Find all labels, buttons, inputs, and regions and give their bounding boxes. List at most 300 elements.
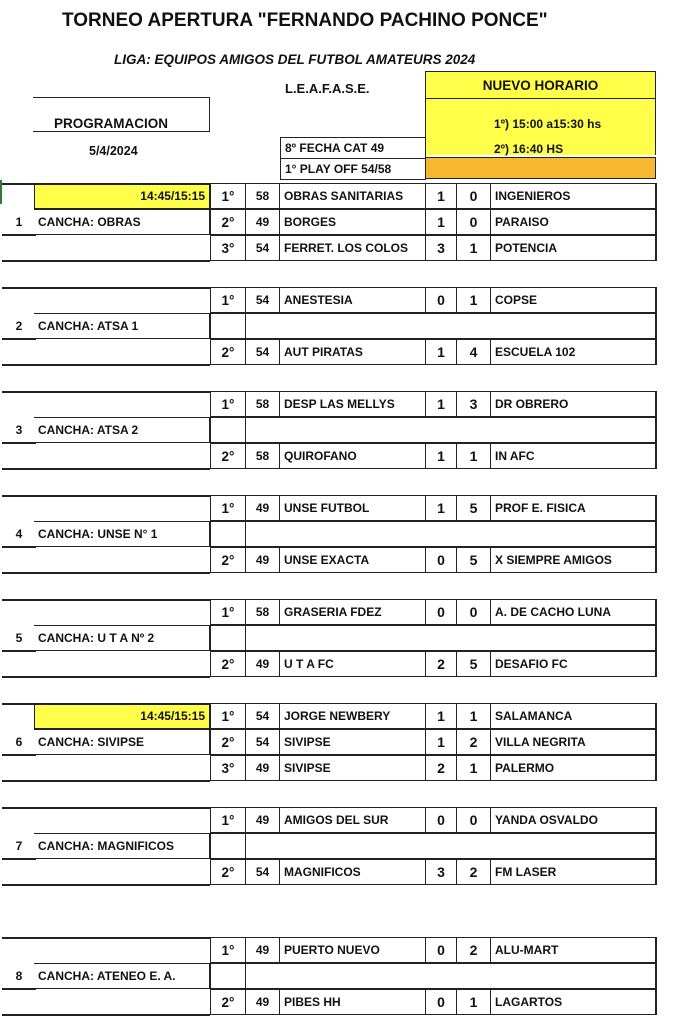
match-category-text: 58: [255, 189, 270, 203]
away-score: [456, 807, 491, 833]
cancha-label: [34, 963, 210, 989]
block-bottom-line: [2, 364, 210, 366]
match-category-text: 49: [255, 943, 270, 957]
match-category-text: 54: [255, 709, 270, 723]
away-score-text: 3: [469, 396, 478, 412]
fecha-cat-label: [280, 137, 426, 159]
home-team: [279, 599, 426, 625]
match-order: [210, 495, 246, 521]
away-team: [490, 391, 656, 417]
home-score: [425, 703, 457, 729]
home-score-text: 0: [437, 552, 445, 568]
empty-ord-cell: [210, 313, 246, 339]
match-order: [210, 859, 246, 885]
away-score-text: 1: [469, 708, 478, 724]
home-team-text: QUIROFANO: [284, 449, 357, 463]
match-category-text: 49: [255, 215, 270, 229]
home-team: [279, 937, 426, 963]
cancha-number-text: 7: [15, 839, 23, 853]
match-order: [210, 391, 246, 417]
match-category: [245, 547, 280, 573]
away-score: [456, 235, 491, 261]
match-order: [210, 807, 246, 833]
cancha-number: [2, 521, 36, 547]
home-score-text: 2: [437, 760, 445, 776]
away-team-text: PROF E. FISICA: [495, 501, 586, 515]
block-top-line: [2, 703, 210, 705]
cancha-underline: [2, 442, 36, 444]
away-score-text: 0: [469, 604, 478, 620]
block-bottom-line: [2, 468, 210, 470]
away-team: [490, 599, 656, 625]
cancha-label-text: CANCHA: ATSA 1: [38, 319, 139, 333]
away-score-text: 2: [469, 942, 478, 958]
away-score-text: 2: [469, 734, 478, 750]
match-category: [245, 495, 280, 521]
home-team: [279, 209, 426, 235]
cancha-number-text: 8: [15, 969, 23, 983]
home-team: [279, 703, 426, 729]
cancha-label: [34, 313, 210, 339]
match-order-text: 2°: [221, 734, 235, 750]
home-score: [425, 807, 457, 833]
away-score-text: 5: [469, 552, 478, 568]
cancha-number: [2, 963, 36, 989]
programacion-label: PROGRAMACION: [54, 116, 168, 131]
home-score-text: 1: [437, 448, 445, 464]
away-team: [490, 183, 656, 209]
programacion-box: [33, 97, 210, 132]
playoff-text: 1° PLAY OFF 54/58: [285, 162, 392, 176]
home-team-text: SIVIPSE: [284, 761, 331, 775]
cancha-label: [34, 209, 210, 235]
cancha-number: [2, 209, 36, 235]
cancha-number: [2, 417, 36, 443]
match-order: [210, 339, 246, 365]
match-category-text: 54: [255, 735, 270, 749]
away-team-text: ESCUELA 102: [495, 345, 576, 359]
home-team-text: PIBES HH: [284, 995, 341, 1009]
away-team-text: PALERMO: [495, 761, 555, 775]
date-label: 5/4/2024: [89, 144, 138, 158]
away-team-text: INGENIEROS: [495, 189, 571, 203]
match-order: [210, 209, 246, 235]
cancha-label-text: CANCHA: ATENEO E. A.: [38, 969, 176, 983]
home-team-text: UNSE EXACTA: [284, 553, 370, 567]
match-order-text: 1°: [221, 708, 235, 724]
match-order-text: 2°: [221, 214, 235, 230]
match-category: [245, 599, 280, 625]
home-team-text: GRASERIA FDEZ: [284, 605, 382, 619]
match-category-text: 58: [255, 449, 270, 463]
match-order: [210, 703, 246, 729]
playoff-label: [280, 158, 426, 180]
cancha-number: [2, 625, 36, 651]
empty-ord-cell: [210, 625, 246, 651]
away-team-text: DESAFIO FC: [495, 657, 568, 671]
block-top-line: [2, 183, 210, 185]
empty-row: [246, 417, 656, 443]
match-category-text: 49: [255, 657, 270, 671]
time-slot-text: 14:45/15:15: [140, 189, 205, 203]
home-score: [425, 443, 457, 469]
home-team-text: MAGNIFICOS: [284, 865, 361, 879]
home-team: [279, 651, 426, 677]
home-team-text: DESP LAS MELLYS: [284, 397, 395, 411]
match-order: [210, 287, 246, 313]
home-score-text: 0: [437, 604, 445, 620]
cancha-label: [34, 417, 210, 443]
cancha-underline: [2, 234, 36, 236]
home-score-text: 1: [437, 344, 445, 360]
match-order: [210, 183, 246, 209]
match-category: [245, 443, 280, 469]
away-team-text: YANDA OSVALDO: [495, 813, 598, 827]
match-category: [245, 339, 280, 365]
match-order-text: 2°: [221, 656, 235, 672]
away-score: [456, 859, 491, 885]
home-score-text: 0: [437, 942, 445, 958]
empty-ord-cell: [210, 521, 246, 547]
away-score-text: 1: [469, 994, 478, 1010]
cancha-number-text: 6: [15, 735, 23, 749]
away-team-text: COPSE: [495, 293, 538, 307]
home-team-text: OBRAS SANITARIAS: [284, 189, 404, 203]
away-score-text: 1: [469, 760, 478, 776]
cancha-label-text: CANCHA: U T A Nº 2: [38, 631, 155, 645]
empty-ord-cell: [210, 963, 246, 989]
away-score: [456, 729, 491, 755]
match-order: [210, 989, 246, 1015]
match-category: [245, 235, 280, 261]
match-category-text: 49: [255, 761, 270, 775]
cancha-number-text: 5: [15, 631, 23, 645]
away-score: [456, 599, 491, 625]
away-score-text: 2: [469, 864, 478, 880]
match-category-text: 54: [255, 293, 270, 307]
away-team-text: VILLA NEGRITA: [495, 735, 586, 749]
block-bottom-line: [2, 780, 210, 782]
home-score-text: 3: [437, 240, 445, 256]
away-score-text: 0: [469, 214, 478, 230]
horario-1: 1º) 15:00 a15:30 hs: [494, 117, 602, 131]
home-score-text: 2: [437, 656, 445, 672]
match-order: [210, 755, 246, 781]
home-team: [279, 859, 426, 885]
away-score: [456, 547, 491, 573]
home-score: [425, 729, 457, 755]
away-team-text: FM LASER: [495, 865, 557, 879]
home-team-text: SIVIPSE: [284, 735, 331, 749]
away-team-text: SALAMANCA: [495, 709, 573, 723]
match-order-text: 2°: [221, 448, 235, 464]
match-category: [245, 209, 280, 235]
away-score: [456, 287, 491, 313]
home-team-text: AUT PIRATAS: [284, 345, 363, 359]
home-team: [279, 755, 426, 781]
home-team: [279, 339, 426, 365]
block-bottom-line: [2, 676, 210, 678]
home-team: [279, 443, 426, 469]
home-score: [425, 209, 457, 235]
away-score: [456, 495, 491, 521]
away-team-text: DR OBRERO: [495, 397, 569, 411]
cancha-label: [34, 833, 210, 859]
block-right-line: [655, 495, 657, 573]
cancha-number-text: 3: [15, 423, 23, 437]
cancha-number-text: 2: [15, 319, 23, 333]
home-team: [279, 287, 426, 313]
cancha-underline: [2, 754, 36, 756]
away-score-text: 5: [469, 500, 478, 516]
match-order-text: 2°: [221, 994, 235, 1010]
match-order-text: 1°: [221, 500, 235, 516]
cancha-number: [2, 313, 36, 339]
block-top-line: [2, 495, 210, 497]
match-order: [210, 937, 246, 963]
home-team: [279, 807, 426, 833]
away-team: [490, 937, 656, 963]
away-score-text: 0: [469, 188, 478, 204]
home-team-text: FERRET. LOS COLOS: [284, 241, 409, 255]
match-order-text: 1°: [221, 604, 235, 620]
away-team: [490, 235, 656, 261]
away-team: [490, 443, 656, 469]
away-team: [490, 729, 656, 755]
league-subtitle: LIGA: EQUIPOS AMIGOS DEL FUTBOL AMATEURS 2024: [114, 52, 476, 67]
away-team-text: LAGARTOS: [495, 995, 563, 1009]
home-score: [425, 989, 457, 1015]
home-score: [425, 183, 457, 209]
away-score-text: 1: [469, 448, 478, 464]
home-team: [279, 183, 426, 209]
cancha-underline: [2, 858, 36, 860]
home-team-text: ANESTESIA: [284, 293, 353, 307]
cancha-label-text: CANCHA: MAGNIFICOS: [38, 839, 174, 853]
away-team-text: A. DE CACHO LUNA: [495, 605, 611, 619]
home-team-text: PUERTO NUEVO: [284, 943, 380, 957]
home-team-text: U T A FC: [284, 657, 334, 671]
empty-ord-cell: [210, 417, 246, 443]
nuevo-horario-header: [425, 71, 656, 99]
match-category: [245, 937, 280, 963]
cancha-underline: [2, 546, 36, 548]
block-right-line: [655, 391, 657, 469]
match-category-text: 49: [255, 995, 270, 1009]
match-order-text: 2°: [221, 344, 235, 360]
match-category: [245, 703, 280, 729]
match-category-text: 49: [255, 813, 270, 827]
home-score: [425, 859, 457, 885]
home-score: [425, 755, 457, 781]
away-score-text: 4: [469, 344, 478, 360]
home-score: [425, 547, 457, 573]
match-order-text: 2°: [221, 864, 235, 880]
match-category: [245, 989, 280, 1015]
empty-row: [246, 521, 656, 547]
match-order-text: 1°: [221, 396, 235, 412]
match-order: [210, 547, 246, 573]
away-team: [490, 703, 656, 729]
empty-row: [246, 313, 656, 339]
home-team: [279, 235, 426, 261]
away-score-text: 5: [469, 656, 478, 672]
horario-extra-bar: [425, 157, 656, 179]
match-category: [245, 755, 280, 781]
page-title: TORNEO APERTURA "FERNANDO PACHINO PONCE": [62, 10, 548, 31]
block-right-line: [655, 703, 657, 781]
away-score: [456, 755, 491, 781]
home-team-text: BORGES: [284, 215, 337, 229]
match-category: [245, 651, 280, 677]
cancha-underline: [2, 338, 36, 340]
cancha-underline: [2, 650, 36, 652]
home-score-text: 1: [437, 708, 445, 724]
time-slot: [34, 703, 210, 729]
cancha-number: [2, 833, 36, 859]
home-score-text: 1: [437, 396, 445, 412]
match-category-text: 49: [255, 501, 270, 515]
away-score-text: 1: [469, 240, 478, 256]
block-bottom-line: [2, 572, 210, 574]
block-bottom-line: [2, 260, 210, 262]
away-team: [490, 287, 656, 313]
block-top-line: [2, 937, 210, 939]
away-team: [490, 989, 656, 1015]
fecha-cat-text: 8º FECHA CAT 49: [285, 141, 385, 155]
home-score: [425, 651, 457, 677]
cancha-number: [2, 729, 36, 755]
away-team: [490, 807, 656, 833]
match-category: [245, 729, 280, 755]
home-score: [425, 937, 457, 963]
away-team: [490, 339, 656, 365]
away-team-text: POTENCIA: [495, 241, 558, 255]
away-team-text: X SIEMPRE AMIGOS: [495, 553, 612, 567]
empty-row: [246, 625, 656, 651]
block-bottom-line: [2, 884, 210, 886]
cancha-label-text: CANCHA: OBRAS: [38, 215, 141, 229]
home-team: [279, 495, 426, 521]
away-team-text: PARAISO: [495, 215, 549, 229]
away-team: [490, 547, 656, 573]
match-order-text: 3°: [221, 760, 235, 776]
away-score: [456, 703, 491, 729]
horario-2: 2º) 16:40 HS: [494, 142, 564, 156]
match-category-text: 49: [255, 553, 270, 567]
match-order-text: 1°: [221, 292, 235, 308]
match-category-text: 54: [255, 345, 270, 359]
home-team-text: JORGE NEWBERY: [284, 709, 391, 723]
away-score: [456, 339, 491, 365]
away-team: [490, 209, 656, 235]
time-slot: [34, 183, 210, 209]
match-order-text: 1°: [221, 188, 235, 204]
match-category: [245, 287, 280, 313]
cancha-label: [34, 625, 210, 651]
cancha-underline: [2, 988, 36, 990]
match-order-text: 2°: [221, 552, 235, 568]
block-top-line: [2, 599, 210, 601]
home-score-text: 1: [437, 500, 445, 516]
away-score: [456, 937, 491, 963]
away-score: [456, 651, 491, 677]
match-category-text: 54: [255, 241, 270, 255]
match-category-text: 54: [255, 865, 270, 879]
block-top-line: [2, 287, 210, 289]
cancha-number-text: 4: [15, 527, 23, 541]
match-order-text: 1°: [221, 942, 235, 958]
cancha-label: [34, 729, 210, 755]
cancha-label: [34, 521, 210, 547]
home-score-text: 1: [437, 214, 445, 230]
match-category: [245, 391, 280, 417]
organization-label: L.E.A.F.A.S.E.: [285, 81, 370, 96]
match-order-text: 3°: [221, 240, 235, 256]
away-score-text: 0: [469, 812, 478, 828]
match-category: [245, 859, 280, 885]
away-team-text: IN AFC: [495, 449, 535, 463]
match-order: [210, 235, 246, 261]
home-team: [279, 547, 426, 573]
match-order: [210, 599, 246, 625]
match-category-text: 58: [255, 397, 270, 411]
block-bottom-line: [2, 1014, 210, 1016]
home-score-text: 1: [437, 734, 445, 750]
horario-panel: [425, 99, 656, 155]
home-team: [279, 391, 426, 417]
away-team: [490, 859, 656, 885]
block-right-line: [655, 599, 657, 677]
away-team-text: ALU-MART: [495, 943, 559, 957]
home-score: [425, 339, 457, 365]
match-order: [210, 729, 246, 755]
block-right-line: [655, 183, 657, 261]
away-team: [490, 651, 656, 677]
home-score: [425, 391, 457, 417]
nuevo-horario-label: NUEVO HORARIO: [482, 77, 599, 93]
block-right-line: [655, 937, 657, 1015]
empty-row: [246, 833, 656, 859]
away-score: [456, 391, 491, 417]
home-score: [425, 235, 457, 261]
home-score: [425, 495, 457, 521]
match-order: [210, 443, 246, 469]
home-score: [425, 287, 457, 313]
away-score: [456, 443, 491, 469]
time-slot-text: 14:45/15:15: [140, 709, 205, 723]
empty-ord-cell: [210, 833, 246, 859]
block-top-line: [2, 391, 210, 393]
home-score-text: 1: [437, 188, 445, 204]
cancha-label-text: CANCHA: ATSA 2: [38, 423, 139, 437]
match-order-text: 1°: [221, 812, 235, 828]
empty-row: [246, 963, 656, 989]
home-score-text: 3: [437, 864, 445, 880]
away-score: [456, 209, 491, 235]
match-category: [245, 183, 280, 209]
home-team-text: UNSE FUTBOL: [284, 501, 370, 515]
block-top-line: [2, 807, 210, 809]
home-score: [425, 599, 457, 625]
away-team: [490, 755, 656, 781]
home-team: [279, 989, 426, 1015]
match-category: [245, 807, 280, 833]
cancha-label-text: CANCHA: SIVIPSE: [38, 735, 145, 749]
match-category-text: 58: [255, 605, 270, 619]
away-team: [490, 495, 656, 521]
cancha-label-text: CANCHA: UNSE N° 1: [38, 527, 158, 541]
